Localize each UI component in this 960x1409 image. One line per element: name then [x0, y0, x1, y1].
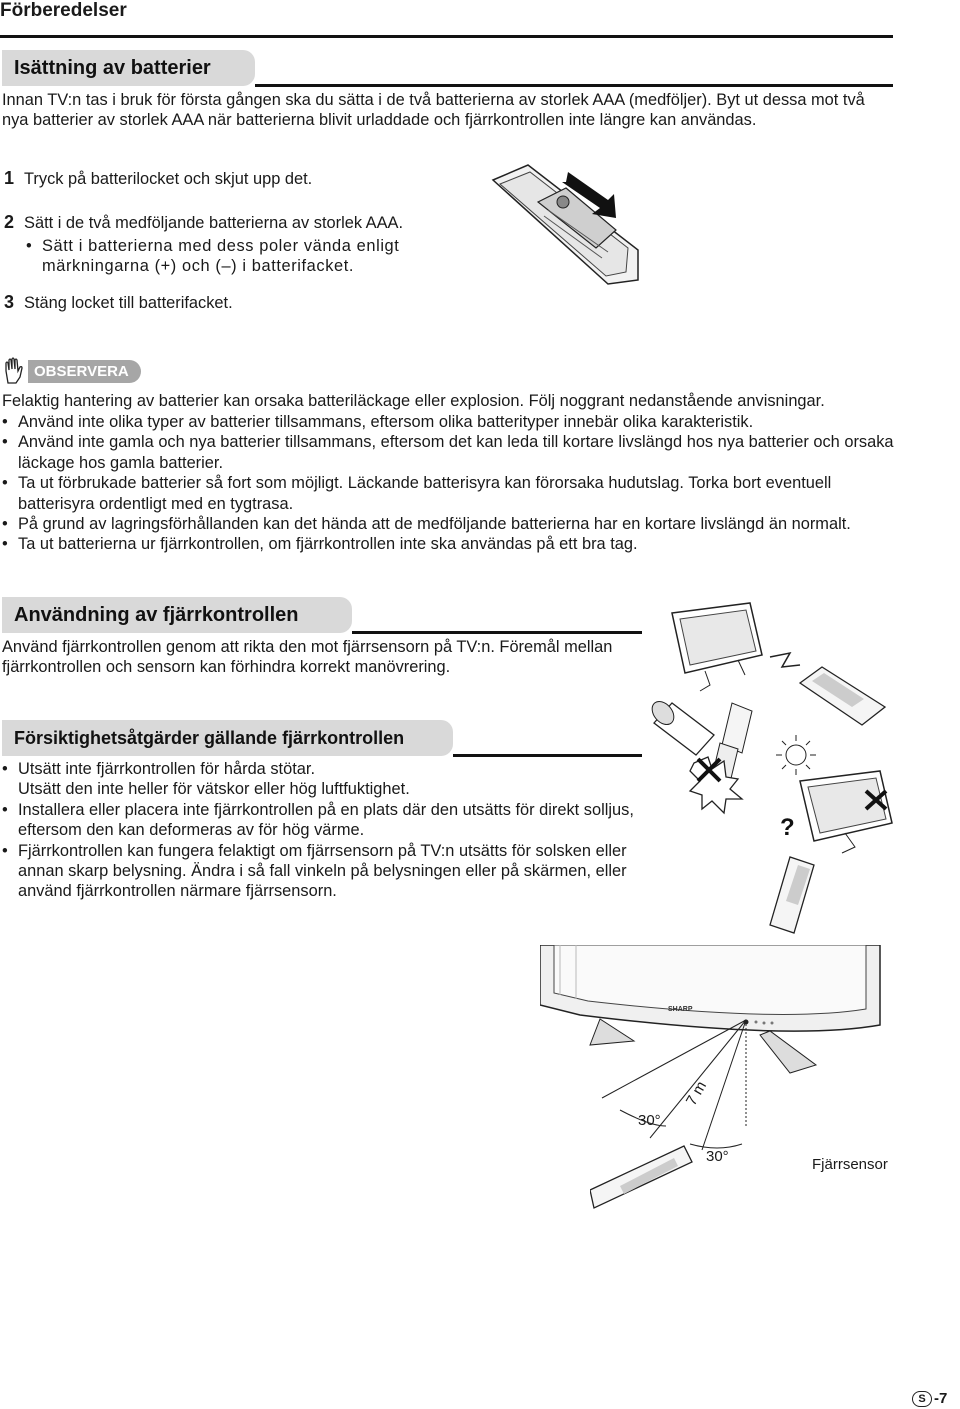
- note-label: OBSERVERA: [28, 360, 141, 383]
- precautions-illustration: [650, 595, 900, 940]
- sun-icon: [776, 735, 816, 775]
- precaution-item: • Fjärrkontrollen kan fungera felaktigt om fjärrsensorn på TV:n utsätts för solsken eller annan skarp belysning. Ändra i så fall vinkeln på belysningen eller på skärmen, eller använd fjärrkontrollen närmare fjärrsensorn.: [2, 841, 642, 902]
- usage-rule: [352, 631, 642, 634]
- batteries-title: Isättning av batterier: [2, 50, 255, 86]
- step-text: Sätt i de två medföljande batterierna av storlek AAA.: [24, 214, 404, 232]
- page-label: -7: [934, 1390, 948, 1407]
- precaution-item: • Utsätt inte fjärrkontrollen för hårda stötar. Utsätt den inte heller för vätskor eller hög luftfuktighet.: [2, 759, 642, 800]
- precautions-rule: [453, 754, 642, 757]
- hand-icon: [2, 357, 28, 385]
- sensor-label: Fjärrsensor: [812, 1156, 888, 1173]
- remote-icon: [770, 857, 814, 933]
- note-badge: [2, 357, 141, 385]
- step-1: [4, 168, 312, 189]
- batteries-rule: [255, 84, 893, 87]
- signal-icon: [770, 653, 800, 667]
- angle-left-label: 30°: [638, 1112, 661, 1129]
- liquid-cup-icon: [650, 697, 714, 755]
- batteries-intro: Innan TV:n tas i bruk för första gången ska du sätta i de två batterierna av storlek AAA (medföljer). Byt ut dessa mot två nya batterier av storlek AAA när batterierna blivit urladdade och fjärrkontrollen inte längre kan användas.: [2, 91, 865, 130]
- note-item: • På grund av lagringsförhållanden kan det hända att de medföljande batterierna har en kortare livslängd än normalt.: [2, 514, 895, 534]
- tv-icon: [672, 603, 762, 691]
- note-item: • Använd inte olika typer av batterier tillsammans, eftersom olika batterityper innebär olika karakteristik.: [2, 412, 895, 432]
- note-intro: Felaktig hantering av batterier kan orsaka batteriläckage eller explosion. Följ noggrant nedanstående anvisningar.: [2, 392, 825, 410]
- note-item: • Ta ut förbrukade batterier så fort som möjligt. Läckande batterisyra kan förorsaka hudutslag. Torka bort eventuell batterisyra ordentligt med en tygtrasa.: [2, 473, 895, 514]
- section-header: Förberedelser: [0, 0, 127, 21]
- step-2-bullet: • Sätt i batterierna med dess poler vända enligt märkningarna (+) och (–) i batterifacket.: [26, 236, 434, 277]
- header-rule: [0, 35, 893, 38]
- note-item: • Använd inte gamla och nya batterier tillsammans, eftersom det kan leda till kortare livslängd hos nya batterier och orsaka läckage hos gamla batterier.: [2, 432, 895, 473]
- angle-right-label: 30°: [706, 1148, 729, 1165]
- remote-icon: [590, 1146, 692, 1208]
- battery-cover-illustration: [488, 160, 648, 286]
- precaution-item: • Installera eller placera inte fjärrkontrollen på en plats där den utsätts för direkt solljus, eftersom den kan deformeras av för hög värme.: [2, 800, 642, 841]
- step-3: [4, 292, 233, 313]
- remote-icon: [800, 667, 885, 725]
- step-2: [4, 212, 403, 233]
- step-number: 1: [4, 168, 15, 188]
- usage-text: Använd fjärrkontrollen genom att rikta den mot fjärrsensorn på TV:n. Föremål mellan fjärrkontrollen och sensorn kan förhindra korrekt manövrering.: [2, 638, 613, 677]
- usage-title: Användning av fjärrkontrollen: [2, 597, 352, 633]
- brand-label: SHARP: [668, 1006, 693, 1013]
- range-line: [702, 1020, 746, 1150]
- note-item: • Ta ut batterierna ur fjärrkontrollen, om fjärrkontrollen inte ska användas på ett bra tag.: [2, 534, 895, 554]
- page-number: [912, 1390, 947, 1407]
- step-number: 3: [4, 292, 15, 312]
- note-list: [2, 412, 895, 555]
- precautions-list: [2, 759, 642, 902]
- step-text: Stäng locket till batterifacket.: [24, 294, 233, 312]
- step-text: Tryck på batterilocket och skjut upp det.: [24, 170, 313, 188]
- distance-label: 7 m: [682, 1078, 711, 1109]
- range-diagram: [590, 1018, 810, 1218]
- step-number: 2: [4, 212, 15, 232]
- question-mark-icon: ?: [780, 814, 795, 841]
- tv-icon: [800, 771, 892, 853]
- range-line: [602, 1020, 746, 1098]
- step-2-bullets: [26, 236, 434, 277]
- language-badge: S: [912, 1391, 932, 1407]
- precautions-title: Försiktighetsåtgärder gällande fjärrkontrollen: [2, 720, 453, 756]
